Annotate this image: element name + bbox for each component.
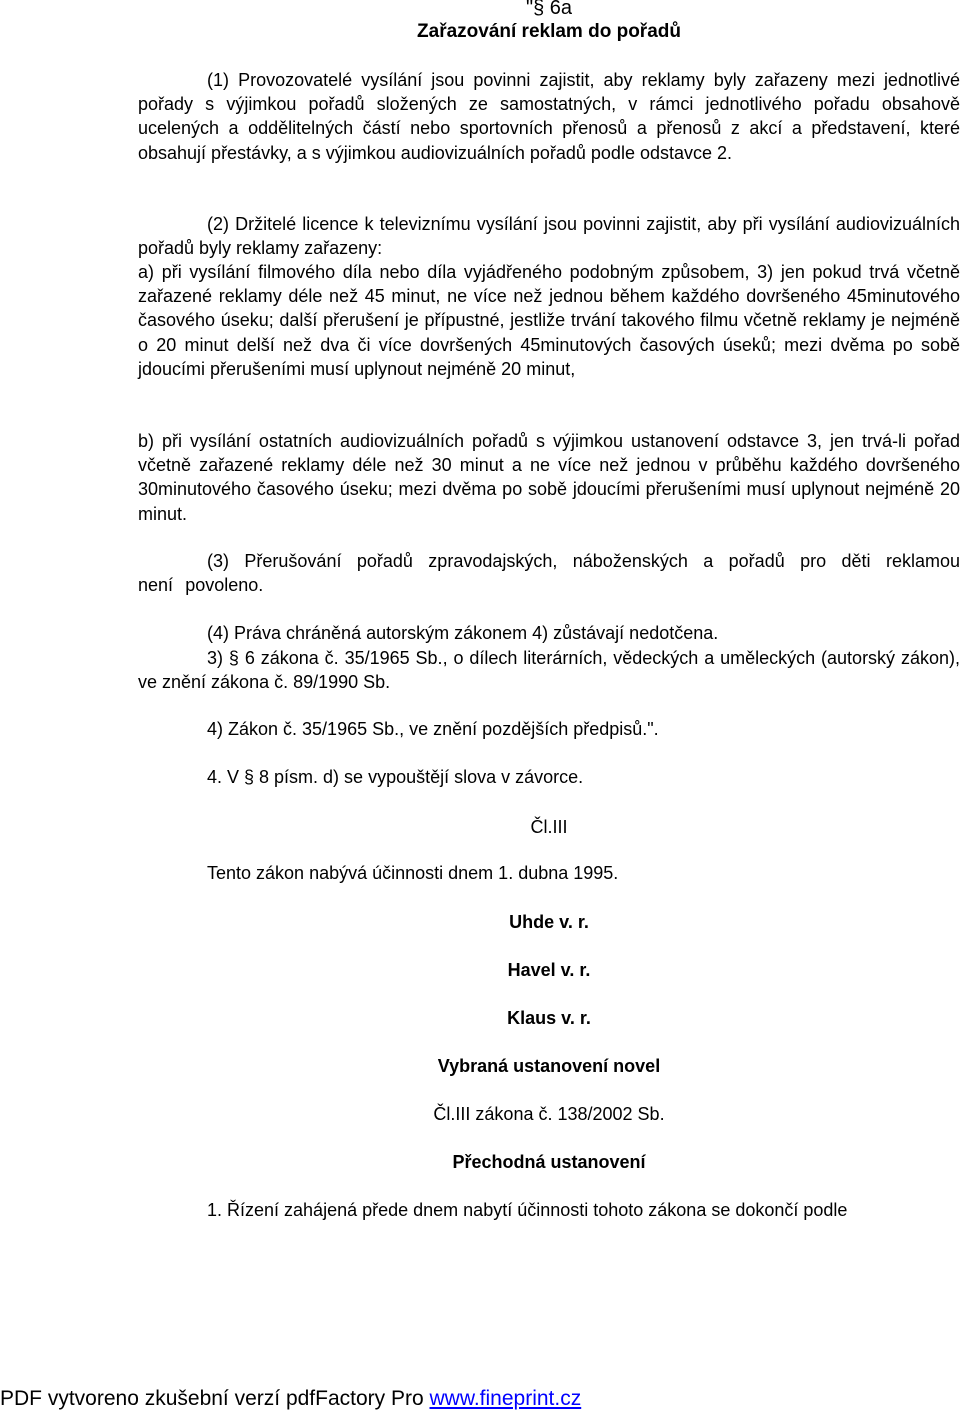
paragraph-3: (3) Přerušování pořadů zpravodajských, náboženských a pořadů pro děti reklamou není povoleno. [138, 551, 960, 596]
transitional-item-1: 1. Řízení zahájená přede dnem nabytí účinnosti tohoto zákona se dokončí podle [207, 1200, 848, 1220]
amendment-reference: Čl.III zákona č. 138/2002 Sb. [433, 1104, 665, 1124]
footer-text: PDF vytvoreno zkušební verzí pdfFactory Pro [0, 1387, 430, 1410]
paragraph-1: (1) Provozovatelé vysílání jsou povinni zajistit, aby reklamy byly zařazeny mezi jednotlivé pořady s výjimkou pořadů složených ze samostatných, v rámci jednotlivého pořadu obsahově ucelených a oddělitelných částí nebo sportovních přenosů a přenosů z akcí a představení, které obsahují přestávky, a s výjimkou audiovizuálních pořadů podle odstavce 2. [138, 70, 960, 163]
transitional-heading: Přechodná ustanovení [452, 1152, 646, 1172]
paragraph-2-item-b: b) při vysílání ostatních audiovizuálních pořadů s výjimkou ustanovení odstavce 3, jen trvá-li pořad včetně zařazené reklamy déle než 30 minut a ne více než jednou v průběhu každého dovršeného 30minutového časového úseku; mezi dvěma po sobě jdoucími přerušeními musí uplynout nejméně 20 minut. [138, 431, 960, 524]
footnote-4: 4) Zákon č. 35/1965 Sb., ve znění pozdějších předpisů.". [207, 719, 659, 739]
paragraph-4: (4) Práva chráněná autorským zákonem 4) zůstávají nedotčena. [207, 623, 719, 643]
pdf-footer [0, 1384, 581, 1414]
signature-2: Havel v. r. [507, 960, 591, 980]
paragraph-2-intro: (2) Držitelé licence k televiznímu vysílání jsou povinni zajistit, aby při vysílání audiovizuálních pořadů byly reklamy zařazeny: [138, 214, 960, 259]
footer-link[interactable]: www.fineprint.cz [429, 1387, 582, 1410]
signature-1: Uhde v. r. [509, 912, 589, 932]
paragraph-2-item-a: a) při vysílání filmového díla nebo díla vyjádřeného podobným způsobem, 3) jen pokud trvá včetně zařazené reklamy déle než 45 minut, ne více než jednou během každého dovršeného 45minutového časového úseku; další přerušení je přípustné, jestliže trvání takového filmu včetně reklamy je nejméně o 20 minut delší než dva či více dovršených 45minutových časových úseků; mezi dvěma po sobě jdoucími přerušeními musí uplynout nejméně 20 minut, [138, 262, 960, 379]
point-4: 4. V § 8 písm. d) se vypouštějí slova v závorce. [207, 767, 584, 787]
section-number: "§ 6a [525, 0, 573, 19]
effective-date: Tento zákon nabývá účinnosti dnem 1. dubna 1995. [207, 863, 619, 883]
footnote-3: 3) § 6 zákona č. 35/1965 Sb., o dílech literárních, vědeckých a uměleckých (autorský zákon), ve znění zákona č. 89/1990 Sb. [138, 648, 960, 693]
article-heading: Čl.III [530, 817, 568, 837]
signature-3: Klaus v. r. [507, 1008, 591, 1028]
section-title: Zařazování reklam do pořadů [417, 21, 681, 42]
amendments-heading: Vybraná ustanovení novel [437, 1056, 661, 1076]
